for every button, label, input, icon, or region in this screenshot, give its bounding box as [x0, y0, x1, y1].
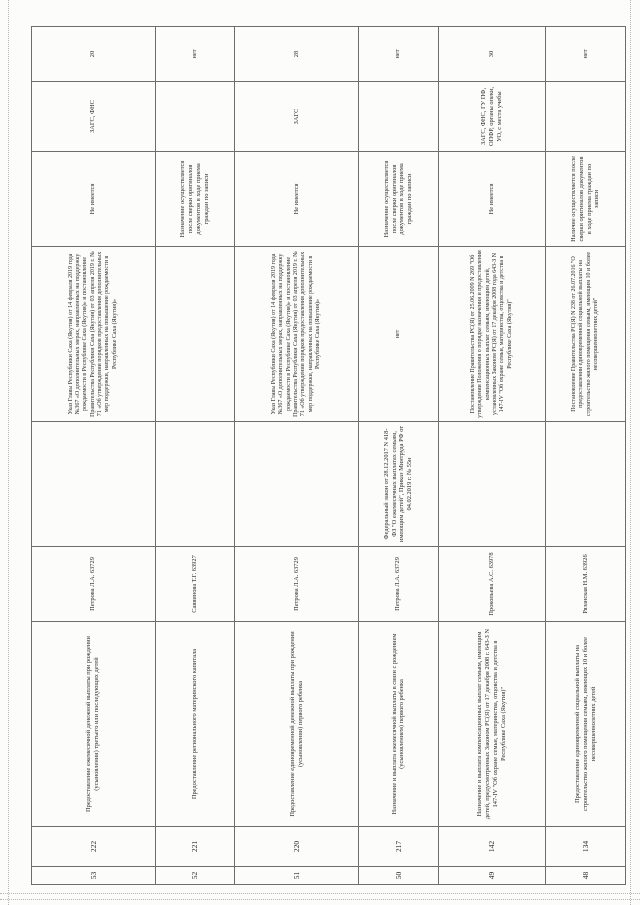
responsible-person: Петрова Л.А. 63729 [358, 547, 438, 622]
service-code: 134 [546, 827, 626, 867]
federal-act [155, 422, 235, 547]
table-row [235, 27, 359, 885]
originals-check: Назначение осуществляется после сверки оригиналов документов в ходе приема граждан по записи [358, 152, 438, 247]
scan-artifact-line [630, 0, 631, 905]
services-table [31, 26, 626, 885]
term-days: нет [358, 27, 438, 82]
service-name: Предоставление единовременной социальной выплаты на строительство жилого помещения семьям, имеющих 10 и более несовершеннолетних детей [546, 622, 626, 827]
federal-act [546, 422, 626, 547]
row-number: 52 [155, 867, 235, 885]
originals-check: Не имеется [235, 152, 359, 247]
interagency-requests [155, 82, 235, 152]
service-name: Предоставление единовременной денежной выплаты при рождении (усыновлении) первого ребенка [235, 622, 359, 827]
row-number: 53 [32, 867, 156, 885]
scan-artifact-line [8, 0, 9, 905]
regional-act: Указ Главы Республики Саха (Якутия) от 14 февраля 2019 года №367 «О дополнительных мерах, направленных на поддержку рождаемости в Республике Саха (Якутия)» и постановление Правительства Республики Саха (Якутия) от 03 апреля 2019 г. № 71 «Об утверждении порядков предоставления дополнительных мер поддержки, направленных на повышение рождаемости в Республике Саха (Якутия)» [32, 247, 156, 422]
responsible-person: Петрова Л.А. 63729 [235, 547, 359, 622]
federal-act [32, 422, 156, 547]
regional-act [155, 247, 235, 422]
federal-act [438, 422, 546, 547]
service-name: Назначение и выплата ежемесячной выплаты в связи с рождением (усыновлением) первого ребенка [358, 622, 438, 827]
table-row [155, 27, 235, 885]
regional-act: Постановление Правительства РС(Я) от 25.06.2009 N 269 "Об утверждении Положения о порядке назначения и предоставления компенсационных выплат семьям, имеющим детей, установленных Законом РС(Я) от 17 декабря 2008 года 643-З N 147-IV "Об охране семьи, материнства, отцовства и детства в Республике Саха (Якутия)" [438, 247, 546, 422]
service-code: 222 [32, 827, 156, 867]
table-row [32, 27, 156, 885]
originals-check: Не имеется [438, 152, 546, 247]
regional-act: Указ Главы Республики Саха (Якутия) от 14 февраля 2019 года №367 «О дополнительных мерах, направленных на поддержку рождаемости в Республике Саха (Якутия)» и постановление Правительства Республики Саха (Якутия) от 03 апреля 2019 г. № 71 «Об утверждении порядков предоставления дополнительных мер поддержки, направленных на повышение рождаемости в Республике Саха (Якутия)» [235, 247, 359, 422]
service-name: Предоставление ежемесячной денежной выплаты при рождении (усыновлении) третьего или последующих детей [32, 622, 156, 827]
regional-act: Постановление Правительства РС(Я) N 238 от 26.07.2016 "О предоставлении единовременной социальной выплаты на строительство жилого помещения семьям, имеющим 10 и более несовершеннолетних детей" [546, 247, 626, 422]
federal-act: Федеральный закон от 28.12.2017 N 418-ФЗ "О ежемесячных выплатах семьям, имеющим детей", Приказ Минтруда РФ от 04.02.2019 г. № 55н [358, 422, 438, 547]
row-number: 49 [438, 867, 546, 885]
term-days: 28 [235, 27, 359, 82]
table-row [546, 27, 626, 885]
term-days: 30 [438, 27, 546, 82]
interagency-requests [358, 82, 438, 152]
interagency-requests [546, 82, 626, 152]
service-code: 217 [358, 827, 438, 867]
rotated-table-area [31, 27, 626, 885]
service-code: 221 [155, 827, 235, 867]
scan-artifact-line [0, 899, 640, 900]
regional-act: нет [358, 247, 438, 422]
term-days: 20 [32, 27, 156, 82]
row-number: 48 [546, 867, 626, 885]
term-days: нет [546, 27, 626, 82]
interagency-requests: ЗАГС, ФНС, ГУ ПФ, ОПФР, органы опеки, УО, с места учебы [438, 82, 546, 152]
responsible-person: Петрова Л.А. 63729 [32, 547, 156, 622]
term-days: нет [155, 27, 235, 82]
row-number: 50 [358, 867, 438, 885]
responsible-person: Прокопьева А.С. 63978 [438, 547, 546, 622]
originals-check: Наличие осуществляется после сверки оригиналов документов в ходе приема граждан по записи [546, 152, 626, 247]
table-row [438, 27, 546, 885]
responsible-person: Саввинова Т.Г. 63927 [155, 547, 235, 622]
interagency-requests: ЗАГС, ФНС [32, 82, 156, 152]
service-name: Предоставление регионального материнского капитала [155, 622, 235, 827]
responsible-person: Рязанская Н.М. 63926 [546, 547, 626, 622]
service-code: 142 [438, 827, 546, 867]
federal-act [235, 422, 359, 547]
originals-check: Не имеется [32, 152, 156, 247]
service-code: 220 [235, 827, 359, 867]
row-number: 51 [235, 867, 359, 885]
originals-check: Назначение осуществляется после сверки оригиналов документов в ходе приема граждан по записи [155, 152, 235, 247]
scan-artifact-line [0, 893, 640, 894]
interagency-requests: ЗАГС [235, 82, 359, 152]
service-name: Назначение и выплата компенсационных выплат семьям, имеющим детей, предусмотренных Законом РС(Я) от 17 декабря 2008 г. 643-З N 147-IV "Об охране семьи, материнства, отцовства и детства в Республике Саха (Якутия)" [438, 622, 546, 827]
table-row [358, 27, 438, 885]
